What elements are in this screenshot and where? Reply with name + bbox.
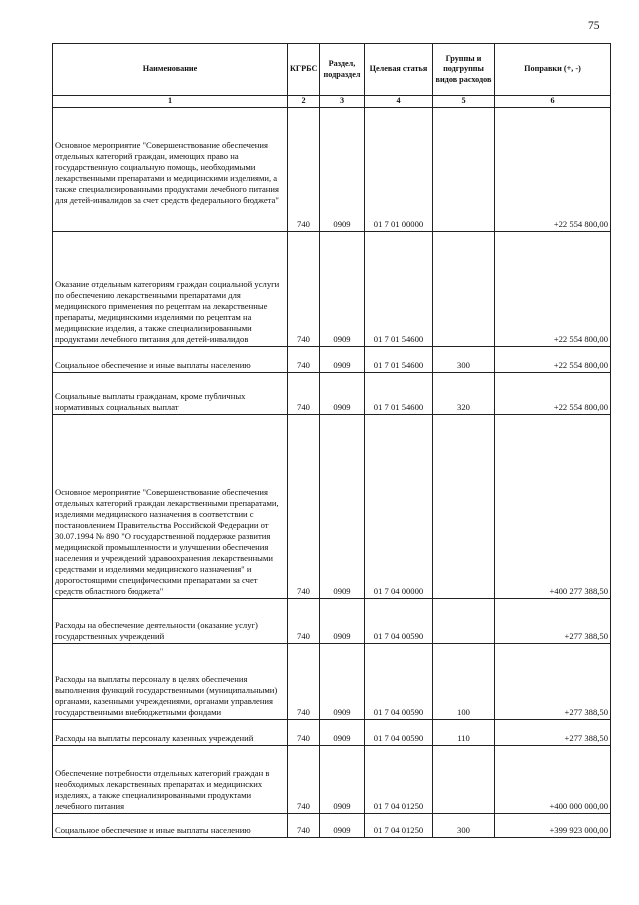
row-kgrbs: 740	[288, 107, 320, 231]
row-section: 0909	[320, 231, 365, 346]
row-amount: +277 388,50	[495, 643, 611, 719]
row-name: Оказание отдельным категориям граждан социальной услуги по обеспечению лекарственными препаратами для медицинского применения по рецептам на лекарственные препараты, медицинскими изделиями по рецептам на медицинские изделия, а также специализированными продуктами лечебного питания для детей-инвалидов	[53, 231, 288, 346]
row-kgrbs: 740	[288, 813, 320, 837]
column-number: 5	[433, 96, 495, 108]
row-name: Расходы на выплаты персоналу казенных учреждений	[53, 719, 288, 745]
row-kgrbs: 740	[288, 745, 320, 813]
row-amount: +22 554 800,00	[495, 231, 611, 346]
row-name: Социальное обеспечение и иные выплаты населению	[53, 813, 288, 837]
header-target-item: Целевая статья	[365, 44, 433, 96]
row-group	[433, 107, 495, 231]
table-row	[53, 231, 611, 346]
row-kgrbs: 740	[288, 598, 320, 643]
table-row	[53, 372, 611, 414]
row-kgrbs: 740	[288, 414, 320, 598]
table-row	[53, 813, 611, 837]
row-name: Расходы на обеспечение деятельности (оказание услуг) государственных учреждений	[53, 598, 288, 643]
row-group: 320	[433, 372, 495, 414]
row-kgrbs: 740	[288, 719, 320, 745]
row-name: Социальные выплаты гражданам, кроме публичных нормативных социальных выплат	[53, 372, 288, 414]
table-row	[53, 643, 611, 719]
row-target: 01 7 04 01250	[365, 745, 433, 813]
row-group	[433, 745, 495, 813]
row-target: 01 7 01 00000	[365, 107, 433, 231]
row-target: 01 7 01 54600	[365, 231, 433, 346]
header-kgrbs: КГРБС	[288, 44, 320, 96]
row-kgrbs: 740	[288, 346, 320, 372]
row-name: Обеспечение потребности отдельных категорий граждан в необходимых лекарственных препаратах и медицинских изделиях, а также специализированными продуктами лечебного питания	[53, 745, 288, 813]
row-group	[433, 598, 495, 643]
row-kgrbs: 740	[288, 231, 320, 346]
row-amount: +399 923 000,00	[495, 813, 611, 837]
row-section: 0909	[320, 372, 365, 414]
table-row	[53, 346, 611, 372]
row-target: 01 7 04 00590	[365, 598, 433, 643]
row-group: 110	[433, 719, 495, 745]
row-section: 0909	[320, 643, 365, 719]
row-section: 0909	[320, 813, 365, 837]
row-amount: +400 000 000,00	[495, 745, 611, 813]
row-amount: +277 388,50	[495, 598, 611, 643]
row-group: 100	[433, 643, 495, 719]
row-target: 01 7 01 54600	[365, 372, 433, 414]
table-row	[53, 107, 611, 231]
header-amendments: Поправки (+, -)	[495, 44, 611, 96]
row-group: 300	[433, 346, 495, 372]
row-kgrbs: 740	[288, 372, 320, 414]
header-expense-group: Группы и подгруппы видов расходов	[433, 44, 495, 96]
table-row	[53, 598, 611, 643]
row-group: 300	[433, 813, 495, 837]
budget-amendments-table	[52, 43, 611, 838]
row-section: 0909	[320, 414, 365, 598]
row-group	[433, 414, 495, 598]
row-section: 0909	[320, 346, 365, 372]
row-kgrbs: 740	[288, 643, 320, 719]
row-target: 01 7 04 01250	[365, 813, 433, 837]
row-target: 01 7 01 54600	[365, 346, 433, 372]
row-amount: +400 277 388,50	[495, 414, 611, 598]
row-name: Основное мероприятие "Совершенствование обеспечения отдельных категорий граждан, имеющих право на государственную социальную помощь, необходимыми лекарственными препаратами и медицинскими изделиями, а также специализированными продуктами лечебного питания для детей-инвалидов за счет средств федерального бюджета"	[53, 107, 288, 231]
header-section: Раздел, подраздел	[320, 44, 365, 96]
column-number: 1	[53, 96, 288, 108]
row-name: Основное мероприятие "Совершенствование обеспечения отдельных категорий граждан лекарственными препаратами, изделиями медицинского назначения в соответствии с постановлением Правительства Российской Федерации от 30.07.1994 № 890 "О государственной поддержке развития медицинской промышленности и улучшении обеспечения населения и учреждений здравоохранения лекарственными средствами и изделиями медицинского назначения" и дорогостоящими специфическими препаратами за счет средств областного бюджета"	[53, 414, 288, 598]
table-row	[53, 719, 611, 745]
row-section: 0909	[320, 719, 365, 745]
column-number: 2	[288, 96, 320, 108]
row-section: 0909	[320, 107, 365, 231]
row-amount: +22 554 800,00	[495, 107, 611, 231]
table-row	[53, 745, 611, 813]
row-target: 01 7 04 00590	[365, 719, 433, 745]
row-name: Расходы на выплаты персоналу в целях обеспечения выполнения функций государственными (муниципальными) органами, казенными учреждениями, органами управления государственными внебюджетными фондами	[53, 643, 288, 719]
column-number: 4	[365, 96, 433, 108]
row-amount: +22 554 800,00	[495, 372, 611, 414]
page-number: 75	[588, 20, 600, 32]
row-name: Социальное обеспечение и иные выплаты населению	[53, 346, 288, 372]
column-number: 3	[320, 96, 365, 108]
row-amount: +277 388,50	[495, 719, 611, 745]
header-name: Наименование	[53, 44, 288, 96]
table-row	[53, 414, 611, 598]
row-section: 0909	[320, 598, 365, 643]
table-header-row	[53, 44, 611, 96]
row-target: 01 7 04 00590	[365, 643, 433, 719]
column-number-row	[53, 96, 611, 108]
row-section: 0909	[320, 745, 365, 813]
row-group	[433, 231, 495, 346]
row-target: 01 7 04 00000	[365, 414, 433, 598]
row-amount: +22 554 800,00	[495, 346, 611, 372]
column-number: 6	[495, 96, 611, 108]
